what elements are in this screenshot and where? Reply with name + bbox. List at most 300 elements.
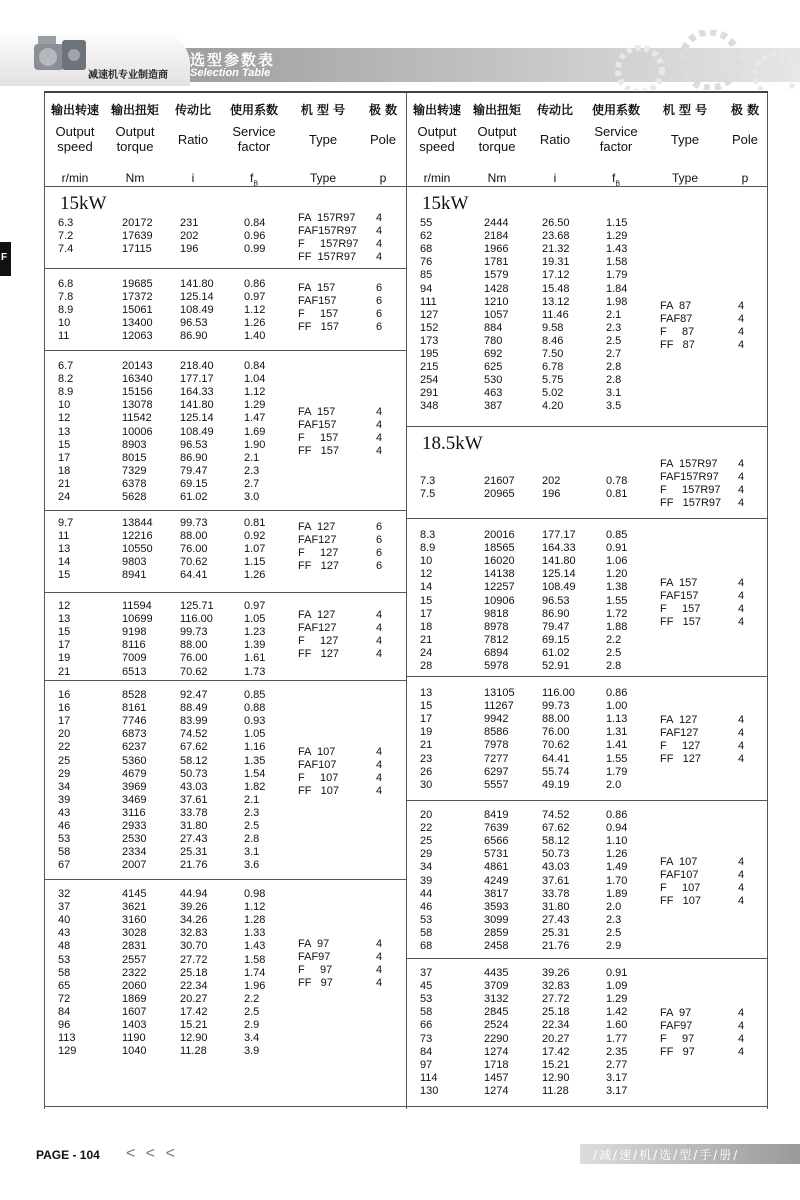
service-factor-cell: 2.9: [606, 940, 622, 952]
speed-cell: 7.3: [420, 475, 436, 487]
speed-cell: 10: [420, 555, 433, 568]
torque-cell: 19685: [122, 278, 153, 290]
power-section: [44, 593, 406, 681]
ratio-cell: 58.12: [542, 835, 570, 848]
column-header-en: Service factor: [594, 124, 638, 154]
table-row: [44, 666, 406, 679]
column-header-cn: 输出转速: [50, 103, 99, 117]
model-type: F 127: [298, 547, 339, 559]
speed-cell: 25: [58, 754, 71, 767]
speed-cell: 18: [58, 464, 71, 477]
power-section: [406, 427, 768, 519]
speed-cell: 11: [58, 330, 70, 343]
table-row: [44, 702, 406, 715]
speed-cell: 29: [420, 848, 433, 861]
torque-cell: 12257: [484, 581, 515, 594]
service-factor-cell: 2.0: [606, 900, 622, 913]
torque-cell: 2334: [122, 846, 147, 859]
service-factor-cell: 3.1: [244, 846, 260, 859]
service-factor-cell: 1.29: [244, 399, 266, 412]
column-header-sf: [584, 103, 648, 188]
model-type-line: [298, 609, 406, 622]
ratio-cell: 11.28: [180, 1045, 207, 1058]
pole-count: 4: [376, 746, 383, 758]
ratio-cell: 76.00: [542, 726, 570, 739]
service-factor-cell: 1.26: [244, 569, 266, 582]
ratio-cell: 43.03: [542, 861, 570, 874]
torque-cell: 21607: [484, 475, 515, 487]
speed-cell: 43: [58, 806, 71, 819]
model-type: FF 107: [298, 785, 339, 797]
model-type: FA 157: [298, 406, 336, 418]
gear-motor-icon: [28, 30, 96, 80]
model-type: F 157: [660, 603, 701, 615]
model-type-line: [660, 1033, 768, 1046]
speed-cell: 113: [58, 1032, 76, 1045]
table-row: [406, 542, 768, 555]
torque-cell: 8161: [122, 702, 147, 715]
speed-cell: 21: [58, 665, 71, 678]
torque-cell: 20965: [484, 488, 515, 501]
model-type: FAF87: [660, 313, 693, 325]
table-row: [406, 283, 768, 296]
torque-cell: 1607: [122, 1005, 147, 1018]
ratio-cell: 32.83: [542, 980, 570, 993]
model-type-line: [298, 445, 406, 458]
speed-cell: 7.8: [58, 291, 74, 304]
service-factor-cell: 1.12: [244, 901, 266, 914]
model-type: FAF157R97: [298, 225, 357, 237]
table-row: [406, 980, 768, 993]
model-type: FA 87: [660, 300, 692, 312]
service-factor-cell: 2.1: [606, 308, 622, 321]
section-tab-label: F: [1, 252, 8, 263]
service-factor-cell: 1.60: [606, 1019, 628, 1032]
ratio-cell: 50.73: [180, 767, 208, 780]
service-factor-cell: 1.10: [606, 835, 628, 848]
table-row: [406, 927, 768, 940]
ratio-cell: 12.90: [542, 1071, 570, 1084]
torque-cell: 2322: [122, 966, 147, 979]
speed-cell: 58: [58, 846, 71, 859]
model-type-line: [660, 471, 768, 484]
ratio-cell: 39.26: [180, 901, 208, 914]
model-type-line: [660, 484, 768, 497]
ratio-cell: 17.12: [542, 269, 570, 282]
service-factor-cell: 2.5: [606, 334, 622, 347]
torque-cell: 7329: [122, 464, 147, 477]
ratio-cell: 67.62: [542, 822, 570, 835]
torque-cell: 6297: [484, 765, 509, 778]
model-type-line: [660, 740, 768, 753]
service-factor-cell: 3.0: [244, 491, 260, 503]
torque-cell: 2530: [122, 833, 147, 846]
speed-cell: 65: [58, 979, 71, 992]
model-type-group: [298, 282, 406, 334]
table-row: [406, 700, 768, 713]
model-type-line: [660, 714, 768, 727]
model-type-group: [298, 938, 406, 990]
speed-cell: 58: [420, 1006, 433, 1019]
table-row: [44, 833, 406, 846]
ratio-cell: 99.73: [180, 517, 208, 529]
section-tab: [0, 242, 11, 276]
column-header-en: Output speed: [55, 124, 95, 154]
column-header-en: Type: [670, 132, 700, 147]
torque-cell: 3593: [484, 900, 509, 913]
ratio-cell: 125.14: [180, 412, 214, 425]
speed-cell: 46: [420, 900, 433, 913]
ratio-cell: 21.76: [542, 940, 570, 952]
speed-cell: 17: [58, 715, 71, 728]
torque-cell: 2184: [484, 230, 509, 243]
power-section: [44, 351, 406, 511]
pole-count: 4: [738, 497, 745, 509]
torque-cell: 4249: [484, 874, 509, 887]
table-row: [406, 967, 768, 980]
pole-count: 6: [376, 308, 383, 320]
service-factor-cell: 1.39: [244, 639, 266, 652]
torque-cell: 10550: [122, 543, 153, 556]
speed-cell: 23: [420, 752, 433, 765]
service-factor-cell: 2.2: [606, 633, 622, 646]
speed-cell: 215: [420, 361, 439, 374]
speed-cell: 84: [58, 1005, 71, 1018]
table-row: [406, 809, 768, 822]
column-header-unit: Type: [309, 171, 336, 185]
pole-count: 4: [738, 869, 745, 881]
torque-cell: 8015: [122, 451, 147, 464]
power-section: [406, 801, 768, 959]
speed-cell: 66: [420, 1019, 433, 1032]
torque-cell: 3116: [122, 806, 146, 819]
torque-cell: 20016: [484, 529, 515, 541]
model-type-line: [298, 212, 406, 225]
ratio-cell: 31.80: [180, 820, 208, 832]
speed-cell: 85: [420, 269, 433, 282]
service-factor-cell: 1.84: [606, 282, 628, 295]
speed-cell: 62: [420, 230, 433, 243]
torque-cell: 2060: [122, 979, 147, 992]
table-row: [44, 689, 406, 702]
pole-count: 4: [376, 432, 383, 444]
power-section: [44, 681, 406, 880]
model-type-line: [660, 458, 768, 471]
service-factor-cell: 3.4: [244, 1032, 260, 1045]
model-type-line: [660, 882, 768, 895]
speed-cell: 6.7: [58, 360, 74, 372]
ratio-cell: 15.48: [542, 282, 570, 295]
ratio-cell: 86.90: [180, 330, 208, 343]
speed-cell: 11: [58, 530, 70, 543]
model-type-line: [660, 895, 768, 908]
speed-cell: 24: [58, 491, 71, 503]
service-factor-cell: 0.97: [244, 600, 266, 612]
service-factor-cell: 1.58: [244, 953, 266, 966]
torque-cell: 2859: [484, 926, 509, 939]
model-type: FF 157: [298, 321, 339, 333]
service-factor-cell: 1.16: [244, 741, 266, 754]
torque-cell: 1869: [122, 992, 147, 1005]
table-row: [406, 256, 768, 269]
service-factor-cell: 1.15: [606, 217, 628, 229]
ratio-cell: 61.02: [542, 646, 570, 659]
model-type-line: [298, 648, 406, 661]
ratio-cell: 141.80: [542, 555, 576, 568]
pole-count: 4: [376, 785, 383, 797]
model-type: FF 157: [298, 445, 339, 457]
service-factor-cell: 1.33: [244, 927, 266, 940]
service-factor-cell: 1.90: [244, 438, 266, 451]
torque-cell: 1274: [484, 1084, 509, 1097]
pole-count: 4: [738, 577, 745, 589]
arrows-decoration: < < <: [126, 1145, 178, 1162]
service-factor-cell: 0.91: [606, 967, 628, 979]
torque-cell: 9942: [484, 713, 509, 726]
service-factor-cell: 1.79: [606, 765, 628, 778]
service-factor-cell: 1.20: [606, 568, 628, 581]
pole-count: 6: [376, 321, 383, 333]
column-header-cn: 传动比: [174, 103, 211, 117]
speed-cell: 24: [420, 646, 433, 659]
service-factor-cell: 1.28: [244, 914, 266, 927]
speed-cell: 73: [420, 1032, 433, 1045]
ratio-cell: 4.20: [542, 400, 564, 413]
table-row: [44, 1032, 406, 1045]
torque-cell: 5557: [484, 778, 509, 791]
service-factor-cell: 3.9: [244, 1045, 260, 1058]
model-type-line: [298, 308, 406, 321]
service-factor-cell: 1.43: [244, 940, 266, 953]
model-type: F 127: [660, 740, 701, 752]
speed-cell: 32: [58, 888, 71, 900]
service-factor-cell: 3.6: [244, 859, 260, 872]
model-type: F 107: [298, 772, 339, 784]
ratio-cell: 67.62: [180, 741, 208, 754]
column-header-type: [648, 103, 722, 183]
speed-cell: 20: [58, 728, 71, 741]
torque-cell: 530: [484, 374, 503, 387]
service-factor-cell: 1.12: [244, 386, 266, 399]
column-header-en: Pole: [369, 132, 397, 147]
power-rating: 15kW: [422, 193, 469, 214]
model-type-line: [660, 1046, 768, 1059]
model-type: FA 157: [660, 577, 698, 589]
torque-cell: 20172: [122, 217, 153, 229]
service-factor-cell: 0.86: [606, 687, 628, 699]
model-type: FA 107: [298, 746, 336, 758]
torque-cell: 780: [484, 334, 503, 347]
ratio-cell: 30.70: [180, 940, 208, 953]
table-row: [44, 715, 406, 728]
table-row: [406, 555, 768, 568]
speed-cell: 17: [58, 639, 71, 652]
power-section: [44, 880, 406, 1109]
speed-cell: 22: [58, 741, 71, 754]
torque-cell: 1579: [484, 269, 509, 282]
torque-cell: 2007: [122, 859, 147, 872]
pole-count: 4: [376, 964, 383, 976]
ratio-cell: 25.18: [542, 1006, 570, 1019]
torque-cell: 6873: [122, 728, 147, 741]
table-row: [406, 914, 768, 927]
pole-count: 4: [738, 740, 745, 752]
model-type: FF 157: [660, 616, 701, 628]
torque-cell: 8978: [484, 620, 509, 633]
torque-cell: 10006: [122, 425, 153, 438]
torque-cell: 1403: [122, 1019, 147, 1031]
torque-cell: 5360: [122, 754, 147, 767]
ratio-cell: 49.19: [542, 778, 570, 791]
column-header-unit: $f_B$: [611, 171, 620, 188]
pole-count: 4: [738, 714, 745, 726]
ratio-cell: 141.80: [180, 278, 214, 290]
ratio-cell: 79.47: [542, 620, 570, 633]
service-factor-cell: 1.89: [606, 887, 628, 900]
service-factor-cell: 0.98: [244, 888, 266, 900]
torque-cell: 692: [484, 348, 503, 360]
model-type: FA 127: [298, 521, 336, 533]
column-header-unit: Type: [671, 171, 698, 185]
ratio-cell: 22.34: [542, 1019, 570, 1032]
ratio-cell: 76.00: [180, 652, 208, 665]
speed-cell: 68: [420, 243, 433, 256]
speed-cell: 58: [420, 926, 433, 939]
torque-cell: 6566: [484, 835, 509, 848]
model-type: FA 107: [660, 856, 698, 868]
ratio-cell: 13.12: [542, 295, 570, 308]
torque-cell: 2557: [122, 953, 147, 966]
ratio-cell: 25.31: [542, 926, 570, 939]
service-factor-cell: 1.79: [606, 269, 628, 282]
torque-cell: 17372: [122, 291, 153, 304]
speed-cell: 14: [420, 581, 433, 594]
ratio-cell: 27.43: [180, 833, 208, 846]
service-factor-cell: 0.96: [244, 230, 266, 243]
torque-cell: 3709: [484, 980, 509, 993]
ratio-cell: 164.33: [542, 542, 576, 555]
speed-cell: 19: [58, 652, 71, 665]
speed-cell: 17: [58, 451, 71, 464]
column-header-unit: r/min: [423, 171, 451, 185]
speed-cell: 15: [420, 700, 433, 713]
speed-cell: 114: [420, 1071, 438, 1084]
column-header-en: Output speed: [417, 124, 457, 154]
power-section: [406, 677, 768, 801]
column-header-cn: 机 型 号: [300, 103, 346, 117]
pole-count: 4: [738, 300, 745, 312]
ratio-cell: 88.49: [180, 702, 208, 715]
torque-cell: 13078: [122, 399, 153, 412]
column-header-cn: 传动比: [536, 103, 573, 117]
model-type-group: [298, 521, 406, 573]
table-row: [406, 529, 768, 542]
torque-cell: 2845: [484, 1006, 509, 1019]
pole-count: 4: [738, 1007, 745, 1019]
power-rating: 18.5kW: [422, 433, 483, 454]
ratio-cell: 31.80: [542, 900, 570, 913]
speed-cell: 29: [58, 767, 71, 780]
model-type-line: [660, 326, 768, 339]
service-factor-cell: 2.2: [244, 992, 260, 1005]
table-row: [406, 647, 768, 660]
torque-cell: 1057: [484, 308, 509, 321]
model-type: FF 157R97: [660, 497, 722, 509]
service-factor-cell: 1.77: [606, 1032, 628, 1045]
ratio-cell: 99.73: [180, 626, 208, 639]
service-factor-cell: 2.3: [244, 806, 260, 819]
speed-cell: 6.8: [58, 278, 74, 290]
ratio-cell: 70.62: [180, 556, 208, 569]
model-type: F 97: [298, 964, 333, 976]
pole-count: 4: [738, 895, 745, 907]
speed-cell: 34: [420, 861, 433, 874]
service-factor-cell: 2.5: [606, 926, 622, 939]
speed-cell: 129: [58, 1045, 77, 1058]
torque-cell: 5978: [484, 660, 509, 672]
column-header-speed: [406, 103, 468, 183]
torque-cell: 6378: [122, 477, 147, 490]
torque-cell: 1718: [484, 1058, 509, 1071]
model-type: FAF157: [298, 419, 337, 431]
pole-count: 4: [376, 419, 383, 431]
ratio-cell: 96.53: [180, 317, 208, 330]
speed-cell: 28: [420, 660, 433, 672]
ratio-cell: 5.02: [542, 387, 564, 400]
ratio-cell: 231: [180, 217, 199, 229]
pole-count: 4: [738, 339, 745, 351]
ratio-cell: 11.46: [542, 308, 569, 321]
speed-cell: 76: [420, 256, 433, 269]
torque-cell: 10699: [122, 613, 153, 626]
service-factor-cell: 1.72: [606, 607, 628, 620]
power-section: [406, 187, 768, 427]
ratio-cell: 70.62: [180, 665, 208, 678]
model-type-line: [660, 313, 768, 326]
service-factor-cell: 0.99: [244, 243, 266, 256]
power-section: [44, 269, 406, 351]
column-header-cn: 输出转速: [412, 103, 461, 117]
torque-cell: 16020: [484, 555, 515, 568]
torque-cell: 1190: [122, 1032, 146, 1045]
title-chinese: 选型参数表: [190, 51, 276, 69]
ratio-cell: 69.15: [542, 633, 570, 646]
service-factor-cell: 0.88: [244, 702, 266, 715]
torque-cell: 9818: [484, 607, 509, 620]
column-header-torque: [106, 103, 164, 183]
model-type: FF 87: [660, 339, 695, 351]
pole-count: 4: [738, 1033, 745, 1045]
service-factor-cell: 1.98: [606, 295, 628, 308]
speed-cell: 17: [420, 607, 433, 620]
service-factor-cell: 1.07: [244, 543, 266, 556]
column-header-torque: [468, 103, 526, 183]
model-type-line: [660, 603, 768, 616]
speed-cell: 130: [420, 1084, 439, 1097]
torque-cell: 9803: [122, 556, 147, 569]
torque-cell: 13844: [122, 517, 153, 529]
ratio-cell: 20.27: [542, 1032, 570, 1045]
model-type-group: [660, 714, 768, 766]
speed-cell: 13: [58, 425, 71, 438]
model-type-group: [298, 746, 406, 798]
torque-cell: 2933: [122, 820, 147, 832]
service-factor-cell: 1.82: [244, 780, 266, 793]
model-type-line: [660, 590, 768, 603]
table-row: [406, 400, 768, 413]
model-type: FAF127: [298, 534, 337, 546]
pole-count: 4: [376, 977, 383, 989]
